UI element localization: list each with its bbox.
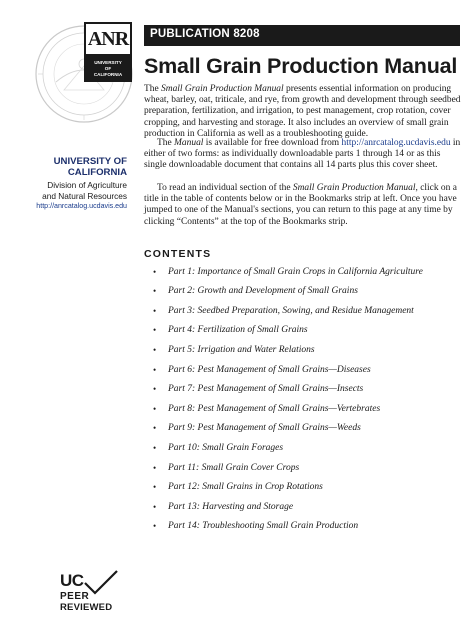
document-title: Small Grain Production Manual [144, 54, 458, 78]
anr-logo [84, 22, 132, 82]
publication-label: PUBLICATION 8208 [150, 28, 260, 40]
uc-line-1: UNIVERSITY OF [53, 156, 127, 167]
bullet-icon: • [153, 501, 157, 512]
peer-text: PEER [60, 591, 90, 602]
bullet-icon: • [153, 521, 157, 532]
bullet-icon: • [153, 384, 157, 395]
contents-item-label: Part 3: Seedbed Preparation, Sowing, and Residue Management [168, 305, 414, 316]
bullet-icon: • [153, 423, 157, 434]
logo-university-strip [86, 54, 130, 80]
reviewed-text: REVIEWED [60, 602, 113, 613]
bullet-icon: • [153, 462, 157, 473]
logo-line-2: OF [104, 66, 112, 71]
manual-title-italic: Small Grain Production Manual [292, 183, 416, 193]
contents-item-label: Part 11: Small Grain Cover Crops [168, 462, 300, 473]
logo-line-3: CALIFORNIA [93, 72, 123, 77]
contents-item-label: Part 9: Pest Management of Small Grains—Weeds [168, 423, 361, 434]
intro-paragraph-2 [144, 138, 462, 172]
bullet-icon: • [153, 286, 157, 297]
text-run: To read an individual section of the [157, 183, 293, 193]
peer-uc-text: UC [60, 571, 84, 590]
contents-item-label: Part 1: Importance of Small Grain Crops in California Agriculture [168, 266, 423, 277]
catalog-link[interactable]: http://anrcatalog.ucdavis.edu [341, 138, 451, 148]
contents-item-label: Part 7: Pest Management of Small Grains—Insects [168, 384, 364, 395]
division-line-2: and Natural Resources [42, 190, 127, 201]
contents-item-label: Part 6: Pest Management of Small Grains—Diseases [168, 364, 371, 375]
division-name [14, 180, 127, 201]
bullet-icon: • [153, 364, 157, 375]
sidebar-catalog-link[interactable]: http://anrcatalog.ucdavis.edu [36, 202, 127, 210]
contents-item-label: Part 8: Pest Management of Small Grains—Vertebrates [168, 403, 381, 414]
contents-heading: CONTENTS [144, 248, 212, 260]
publication-bar [144, 25, 460, 46]
uc-line-2: CALIFORNIA [67, 166, 127, 178]
intro-paragraph-1 [144, 84, 462, 140]
text-run: in either of two forms: as individually downloadable parts 1 through 14 or as this single downloadable document that contains all 14 parts plus this cover sheet. [144, 138, 461, 171]
bullet-icon: • [153, 266, 157, 277]
university-name [40, 157, 127, 178]
text-run: The [144, 84, 162, 94]
text-run: The [157, 138, 175, 148]
contents-item-label: Part 10: Small Grain Forages [168, 442, 284, 453]
bullet-icon: • [153, 344, 157, 355]
division-line-1: Division of Agriculture [47, 180, 127, 190]
contents-item-label: Part 2: Growth and Development of Small Grains [168, 286, 358, 297]
contents-item-label: Part 5: Irrigation and Water Relations [168, 344, 315, 355]
uc-peer-reviewed-logo [53, 571, 119, 621]
bullet-icon: • [153, 442, 157, 453]
text-run: presents essential information on producing wheat, barley, oat, triticale, and rye, from growth and development through seedbed preparation, fertilization, and irrigation, to pest management, crop rotation, cover cropping, and harvesting and storage. It also includes an overview of small grain production in California as well as a troubleshooting guide. [144, 84, 461, 139]
bullet-icon: • [153, 325, 157, 336]
contents-item-label: Part 12: Small Grains in Crop Rotations [168, 482, 323, 493]
bullet-icon: • [153, 403, 157, 414]
bullet-icon: • [153, 482, 157, 493]
logo-anr-text: ANR [87, 28, 129, 50]
bullet-icon: • [153, 305, 157, 316]
logo-line-1: UNIVERSITY [94, 60, 122, 65]
contents-item-label: Part 4: Fertilization of Small Grains [168, 325, 308, 336]
manual-title-italic: Small Grain Production Manual [161, 84, 284, 94]
manual-italic: Manual [174, 138, 204, 148]
text-run: , click on a title in the table of contents below or in the Bookmarks strip at left. Once you have jumped to one of the Manual's sections, you can return to this page at any time by clicking “Contents” at the top of the Bookmarks strip. [144, 183, 457, 227]
intro-paragraph-3 [144, 183, 462, 228]
contents-item-label: Part 14: Troubleshooting Small Grain Production [168, 521, 359, 532]
contents-item-label: Part 13: Harvesting and Storage [168, 501, 294, 512]
text-run: is available for free download from [203, 138, 342, 148]
